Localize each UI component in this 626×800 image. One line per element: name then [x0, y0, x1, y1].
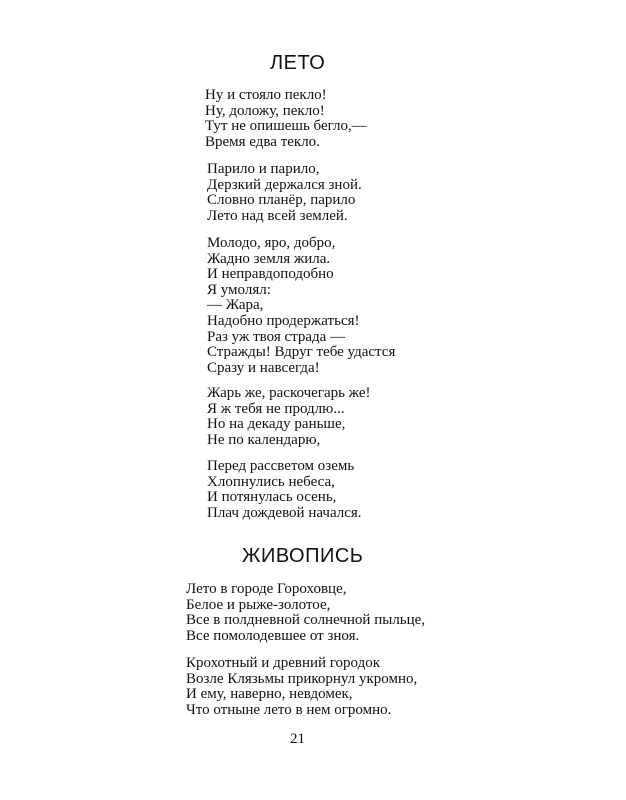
verse-line: И неправдоподобно: [207, 266, 334, 283]
verse-line: Крохотный и древний городок: [186, 655, 381, 671]
verse-line: Надобно продержаться!: [207, 312, 360, 329]
verse-line: — Жара,: [207, 297, 264, 314]
verse-line: Жадно земля жила.: [207, 250, 331, 267]
verse-line: Плач дождевой начался.: [207, 504, 362, 521]
page-number: 21: [290, 731, 305, 747]
verse-line: Лето над всей землей.: [207, 207, 348, 224]
verse-line: Перед рассветом оземь: [207, 458, 355, 474]
poem-title-leto: ЛЕТО: [270, 52, 326, 74]
verse-line: Стражды! Вдруг тебе удастся: [207, 344, 396, 361]
poem-title-zhivopis: ЖИВОПИСЬ: [242, 545, 364, 567]
verse-line: Хлопнулись небеса,: [207, 473, 335, 490]
verse-line: Парило и парило,: [207, 161, 320, 177]
verse-line: Словно планёр, парило: [207, 192, 356, 209]
verse-line: Дерзкий держался зной.: [207, 176, 362, 193]
verse-line: Сразу и навсегда!: [207, 359, 320, 376]
poem-zhivopis-stanza-2: [186, 656, 417, 718]
verse-line: Время едва текло.: [205, 133, 320, 150]
poem-leto-stanza-2: [207, 162, 362, 224]
verse-line: Все в полдневной солнечной пыльце,: [186, 612, 426, 629]
poem-leto-stanza-3: [207, 236, 395, 376]
verse-line: Белое и рыже-золотое,: [186, 596, 331, 613]
verse-line: И потянулась осень,: [207, 489, 337, 506]
verse-line: Что отныне лето в нем огромно.: [186, 701, 392, 718]
poem-leto-stanza-5: [207, 459, 362, 521]
verse-line: И ему, наверно, невдомек,: [186, 686, 353, 703]
verse-line: Ну, доложу, пекло!: [205, 102, 325, 119]
verse-line: Жарь же, раскочегарь же!: [207, 385, 371, 401]
verse-line: Не по календарю,: [207, 431, 321, 448]
verse-line: Но на декаду раньше,: [207, 416, 346, 433]
verse-line: Раз уж твоя страда —: [207, 328, 346, 345]
verse-line: Возле Клязьмы прикорнул укромно,: [186, 670, 418, 687]
verse-line: Тут не опишешь бегло,—: [205, 118, 367, 135]
poem-leto-stanza-4: [207, 386, 371, 448]
poem-zhivopis-stanza-1: [186, 582, 425, 644]
poem-leto-stanza-1: [205, 88, 367, 150]
verse-line: Молодо, яро, добро,: [207, 235, 336, 251]
verse-line: Все помолодевшее от зноя.: [186, 627, 360, 644]
verse-line: Я ж тебя не продлю...: [207, 400, 345, 417]
verse-line: Лето в городе Гороховце,: [186, 581, 347, 597]
verse-line: Я умолял:: [207, 281, 271, 298]
verse-line: Ну и стояло пекло!: [205, 87, 327, 103]
